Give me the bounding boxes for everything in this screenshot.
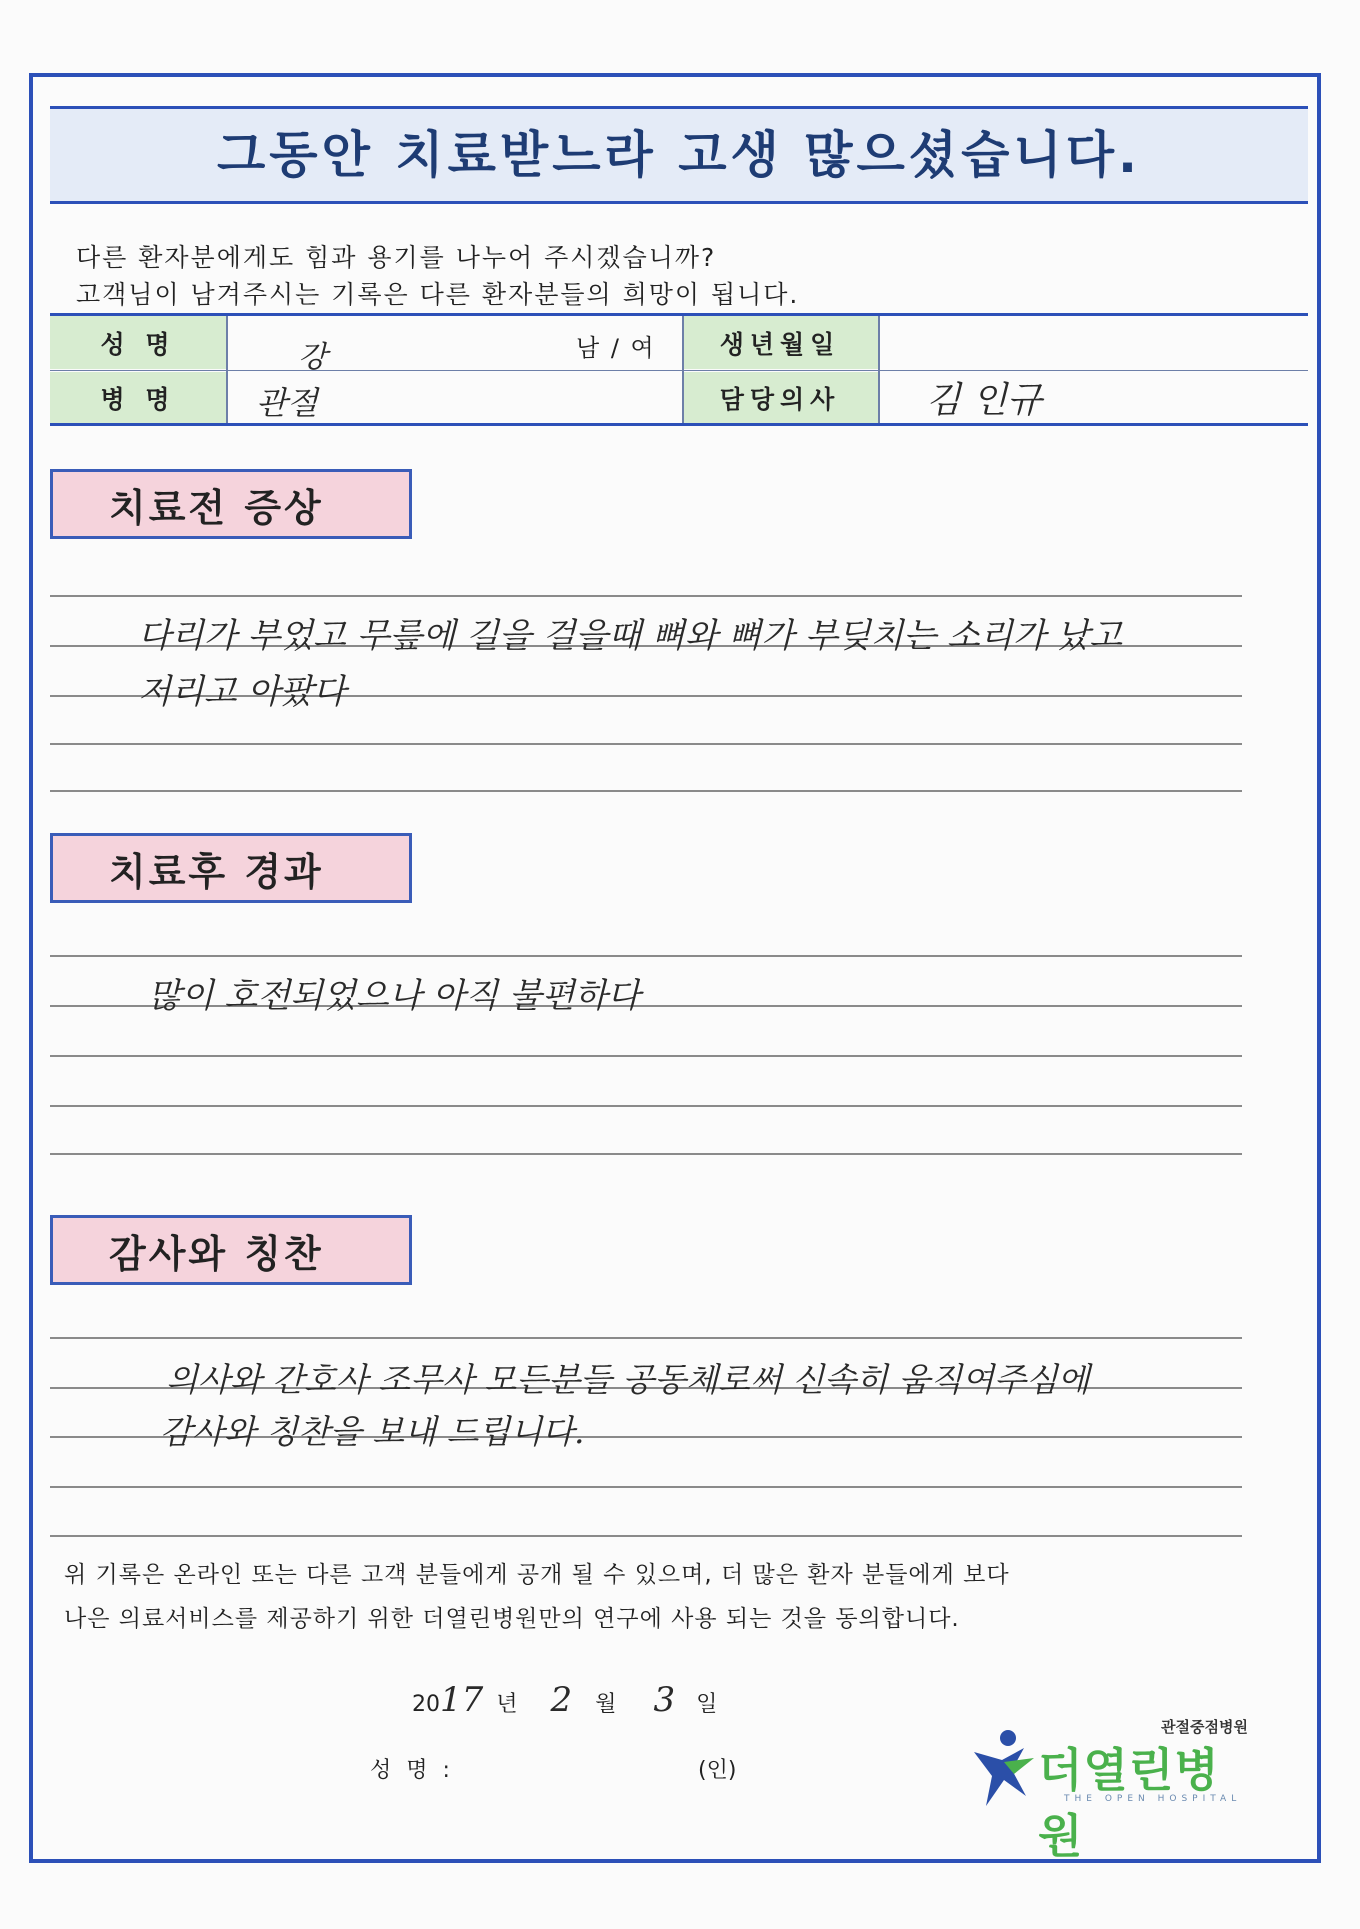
day-suffix: 일: [696, 1692, 718, 1717]
consent-line-1: 위 기록은 온라인 또는 다른 고객 분들에게 공개 될 수 있으며, 더 많은 환자 분들에게 보다: [64, 1562, 1010, 1588]
birth-label: 생년월일: [682, 316, 878, 369]
consent-line-2: 나은 의료서비스를 제공하기 위한 더열린병원만의 연구에 사용 되는 것을 동의합니다.: [64, 1606, 960, 1632]
after-treatment-heading: 치료후 경과: [50, 833, 412, 903]
year-hand: 17: [440, 1680, 484, 1720]
info-col-divider-1: [226, 316, 228, 423]
date-row: [412, 1680, 717, 1720]
info-col-divider-2: [682, 316, 684, 423]
thanks-heading: 감사와 칭찬: [50, 1215, 412, 1285]
month-suffix: 월: [595, 1692, 617, 1717]
year-suffix: 년: [496, 1692, 518, 1717]
logo-english: THE OPEN HOSPITAL: [1064, 1794, 1242, 1804]
intro-line-1: 다른 환자분에게도 힘과 용기를 나누어 주시겠습니까?: [76, 243, 717, 272]
intro-line-2: 고객님이 남겨주시는 기록은 다른 환자분들의 희망이 됩니다.: [76, 280, 800, 309]
ruled-line: [50, 1105, 1242, 1107]
star-figure-icon: [968, 1722, 1040, 1818]
logo-subtitle: 관절중점병원: [1161, 1718, 1248, 1736]
doctor-value: 김 인규: [926, 380, 1042, 421]
stamp-mark: (인): [698, 1758, 737, 1783]
year-prefix: 20: [412, 1692, 440, 1717]
ruled-line: [50, 1535, 1242, 1537]
ruled-line: [50, 955, 1242, 957]
gender-options: 남 / 여: [576, 334, 656, 362]
ruled-line: [50, 595, 1242, 597]
name-value: 강: [298, 340, 327, 375]
name-label: 성 명: [50, 316, 226, 369]
thanks-text-line-1: 의사와 간호사 조무사 모든분들 공동체로써 신속히 움직여주심에: [166, 1360, 1090, 1399]
info-row-divider: [50, 370, 1308, 371]
title-banner: [50, 106, 1308, 204]
ruled-line: [50, 1337, 1242, 1339]
ruled-line: [50, 1486, 1242, 1488]
thanks-text-line-2: 감사와 칭찬을 보내 드립니다.: [160, 1412, 585, 1451]
ruled-line: [50, 790, 1242, 792]
disease-label: 병 명: [50, 372, 226, 423]
doctor-label: 담당의사: [682, 372, 878, 423]
ruled-line: [50, 1153, 1242, 1155]
before-treatment-heading: 치료전 증상: [50, 469, 412, 539]
day-hand: 3: [653, 1680, 676, 1720]
disease-value: 관절: [256, 384, 318, 422]
hospital-logo: [968, 1718, 1248, 1863]
after-text-line-1: 많이 호전되었으나 아직 불편하다: [148, 976, 641, 1016]
form-title: 그동안 치료받느라 고생 많으셨습니다.: [216, 126, 1141, 184]
ruled-line: [50, 1055, 1242, 1057]
month-hand: 2: [550, 1680, 573, 1720]
before-text-line-1: 다리가 부었고 무릎에 길을 걸을때 뼈와 뼈가 부딪치는 소리가 났고: [138, 616, 1123, 656]
before-text-line-2: 저리고 아팠다: [138, 672, 346, 712]
patient-info-table: [50, 313, 1308, 426]
signature-label: 성 명 :: [370, 1758, 454, 1783]
logo-name: 더열린병원: [1038, 1743, 1220, 1863]
ruled-line: [50, 743, 1242, 745]
info-col-divider-3: [878, 316, 880, 423]
